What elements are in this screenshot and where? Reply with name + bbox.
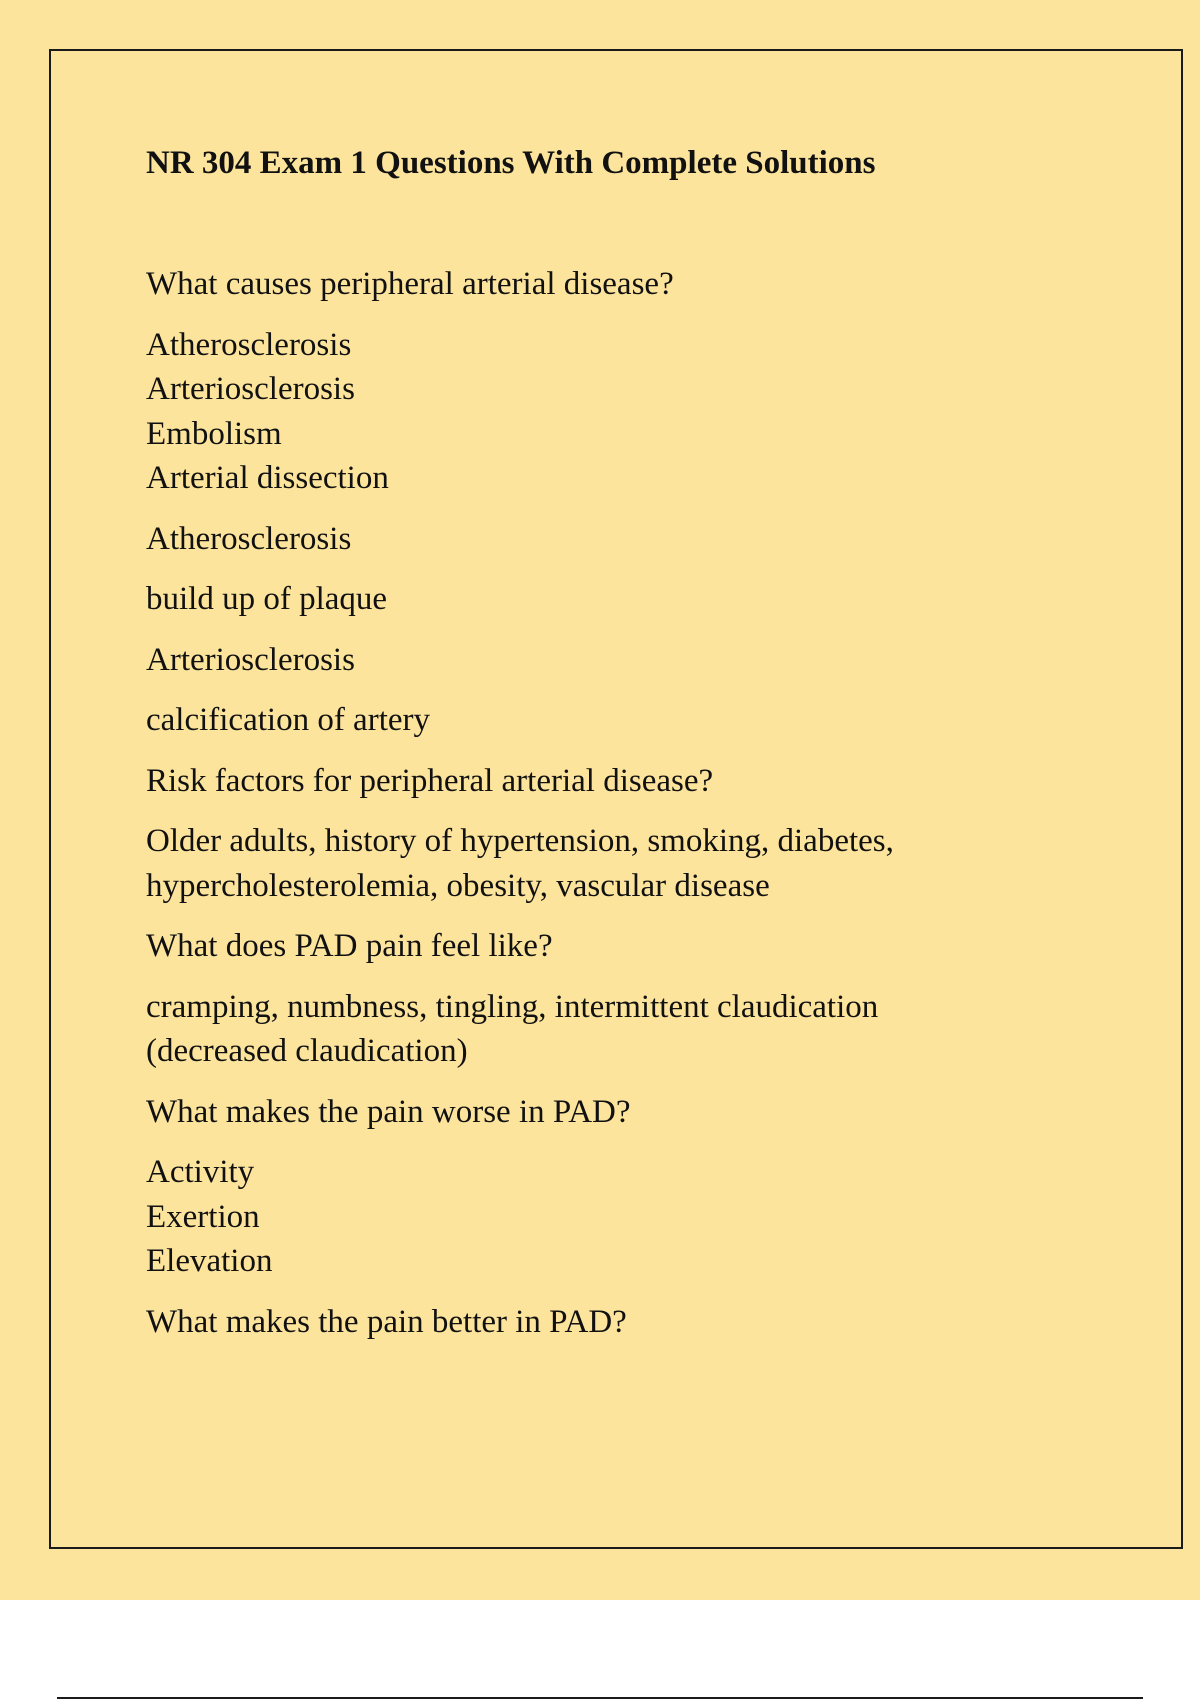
answer-line: Activity — [146, 1154, 255, 1190]
document-content — [146, 140, 1046, 1360]
question-text: What causes peripheral arterial disease? — [146, 266, 674, 302]
term-text: Arteriosclerosis — [146, 641, 355, 678]
answer-block — [146, 1150, 1046, 1284]
question-text: Risk factors for peripheral arterial disease? — [146, 762, 714, 799]
definition-block — [146, 577, 1046, 622]
answer-line: Arterial dissection — [146, 460, 389, 496]
definition-text: calcification of artery — [146, 702, 430, 738]
term-block — [146, 517, 1046, 562]
question-block — [146, 262, 1046, 307]
bottom-rule — [57, 1697, 1143, 1699]
answer-block — [146, 819, 1046, 908]
answer-block — [146, 323, 1046, 501]
answer-block — [146, 985, 1046, 1074]
answer-line: hypercholesterolemia, obesity, vascular disease — [146, 867, 770, 904]
question-block — [146, 1090, 1046, 1135]
answer-line: Elevation — [146, 1243, 273, 1279]
term-text: Atherosclerosis — [146, 520, 352, 557]
answer-line: cramping, numbness, tingling, intermittent claudication — [146, 988, 879, 1025]
answer-line: Embolism — [146, 415, 282, 452]
question-block — [146, 924, 1046, 969]
definition-text: build up of plaque — [146, 581, 388, 617]
answer-line: Atherosclerosis — [146, 326, 352, 363]
question-text: What makes the pain worse in PAD? — [146, 1093, 631, 1130]
answer-line: Exertion — [146, 1198, 260, 1235]
answer-line: Arteriosclerosis — [146, 371, 355, 407]
answer-line: (decreased claudication) — [146, 1033, 468, 1069]
question-block — [146, 1300, 1046, 1345]
document-title: NR 304 Exam 1 Questions With Complete Solutions — [146, 145, 876, 181]
term-block — [146, 638, 1046, 683]
question-text: What makes the pain better in PAD? — [146, 1303, 627, 1340]
question-block — [146, 759, 1046, 804]
question-text: What does PAD pain feel like? — [146, 928, 553, 964]
definition-block — [146, 698, 1046, 743]
answer-line: Older adults, history of hypertension, smoking, diabetes, — [146, 823, 894, 859]
